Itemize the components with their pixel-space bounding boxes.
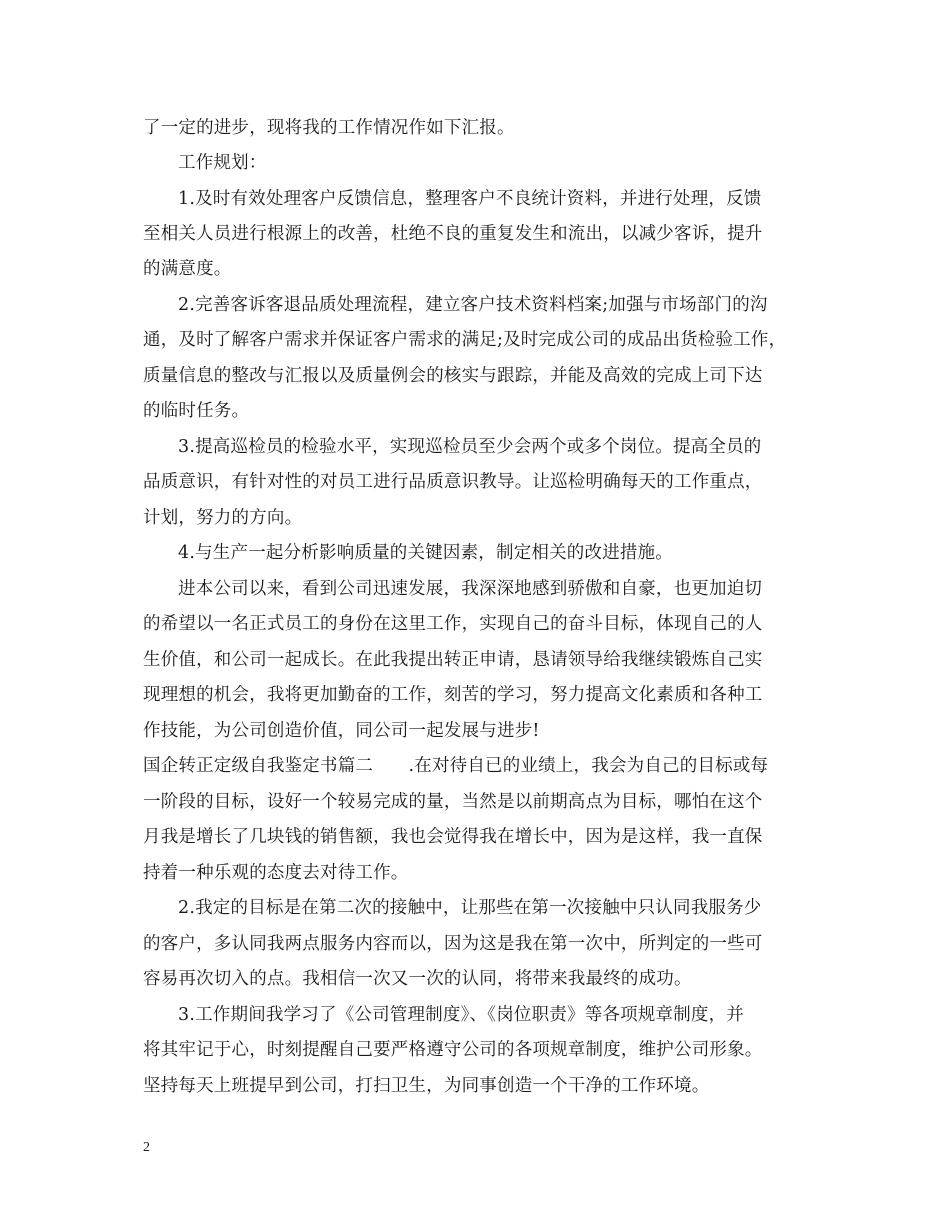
- text-line: 的临时任务。: [143, 401, 250, 421]
- text-line: 4.与生产一起分析影响质量的关键因素，制定相关的改进措施。: [178, 543, 673, 563]
- text-line: 的满意度。: [143, 259, 232, 279]
- text-line: 质量信息的整改与汇报以及质量例会的核实与跟踪，并能及高效的完成上司下达: [143, 366, 763, 386]
- text-line: 品质意识，有针对性的对员工进行品质意识教导。让巡检明确每天的工作重点，: [143, 472, 763, 492]
- text-line: 一阶段的目标，设好一个较易完成的量，当然是以前期高点为目标，哪怕在这个: [143, 792, 763, 812]
- text-line: 的客户，多认同我两点服务内容而以，因为这是我在第一次中，所判定的一些可: [143, 934, 763, 954]
- text-line: 现理想的机会，我将更加勤奋的工作，刻苦的学习，努力提高文化素质和各种工: [143, 685, 763, 705]
- page-number: 2: [143, 1140, 150, 1155]
- text-line: 3.提高巡检员的检验水平，实现巡检员至少会两个或多个岗位。提高全员的: [178, 437, 762, 457]
- section-heading: 工作规划：: [178, 153, 267, 173]
- text-line: 1.及时有效处理客户反馈信息，整理客户不良统计资料，并进行处理，反馈: [178, 189, 762, 209]
- text-line: 2.我定的目标是在第二次的接触中，让那些在第一次接触中只认同我服务少: [178, 898, 762, 918]
- text-line: 容易再次切入的点。我相信一次又一次的认同，将带来我最终的成功。: [143, 969, 692, 989]
- text-line: 生价值，和公司一起成长。在此我提出转正申请，恳请领导给我继续锻炼自己实: [143, 650, 763, 670]
- text-line: 计划，努力的方向。: [143, 508, 303, 528]
- text-line: 国企转正定级自我鉴定书篇二 .在对待自已的业绩上，我会为自己的目标或每: [143, 756, 769, 776]
- text-line: 作技能，为公司创造价值，同公司一起发展与进步!: [143, 721, 540, 741]
- text-line: 至相关人员进行根源上的改善，杜绝不良的重复发生和流出，以减少客诉，提升: [143, 224, 763, 244]
- text-line: 2.完善客诉客退品质处理流程，建立客户技术资料档案;加强与市场部门的沟: [178, 295, 768, 315]
- text-line: 持着一种乐观的态度去对待工作。: [143, 863, 409, 883]
- text-line: 3.工作期间我学习了《公司管理制度》、《岗位职责》等各项规章制度，并: [178, 1005, 744, 1025]
- text-line: 坚持每天上班提早到公司，打扫卫生，为同事创造一个干净的工作环境。: [143, 1076, 710, 1096]
- text-line: 通，及时了解客户需求并保证客户需求的满足;及时完成公司的成品出货检验工作，: [143, 330, 787, 350]
- text-line: 将其牢记于心，时刻提醒自己要严格遵守公司的各项规章制度，维护公司形象。: [143, 1040, 763, 1060]
- text-line: 月我是增长了几块钱的销售额，我也会觉得我在增长中，因为是这样，我一直保: [143, 827, 763, 847]
- text-line: 了一定的进步，现将我的工作情况作如下汇报。: [143, 118, 515, 138]
- text-line: 的希望以一名正式员工的身份在这里工作，实现自己的奋斗目标，体现自己的人: [143, 614, 763, 634]
- text-line: 进本公司以来，看到公司迅速发展，我深深地感到骄傲和自豪，也更加迫切: [178, 579, 763, 599]
